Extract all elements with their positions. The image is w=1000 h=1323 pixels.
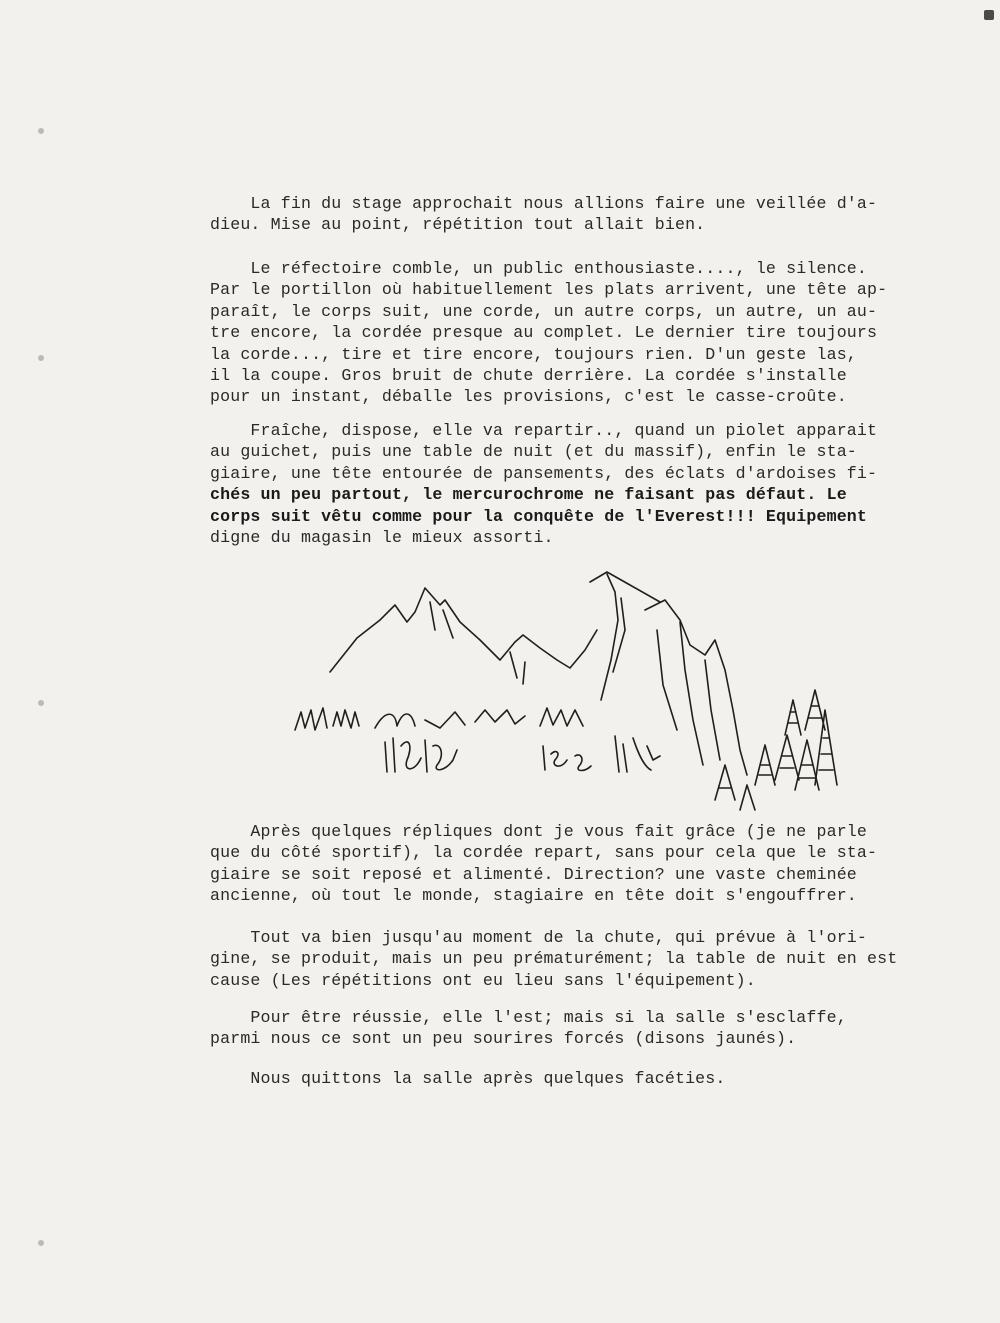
paragraph-leaving-room xyxy=(210,1068,930,1089)
text-line: cause (Les répétitions ont eu lieu sans l'équipement). xyxy=(210,970,756,990)
text-line: Après quelques répliques dont je vous fait grâce (je ne parle xyxy=(210,822,868,841)
text-line: digne du magasin le mieux assorti. xyxy=(210,528,554,548)
text-line: que du côté sportif), la cordée repart, sans pour cela que le sta- xyxy=(210,843,878,863)
text-line: dieu. Mise au point, répétition tout allait bien. xyxy=(210,215,706,235)
mountain-sketch-illustration xyxy=(285,560,855,825)
text-line: Le réfectoire comble, un public enthousiaste...., le silence. xyxy=(210,259,868,278)
text-line: giaire se soit reposé et alimenté. Direction? une vaste cheminée xyxy=(210,864,857,884)
text-line: au guichet, puis une table de nuit (et du massif), enfin le sta- xyxy=(210,442,857,462)
binder-hole xyxy=(38,355,44,361)
text-line: La fin du stage approchait nous allions faire une veillée d'a- xyxy=(210,194,878,213)
text-line: Tout va bien jusqu'au moment de la chute, qui prévue à l'ori- xyxy=(210,928,868,947)
text-line: giaire, une tête entourée de pansements, des éclats d'ardoises fi- xyxy=(210,463,878,483)
text-line: Nous quittons la salle après quelques facéties. xyxy=(210,1069,726,1088)
text-line: ancienne, où tout le monde, stagiaire en tête doit s'engouffrer. xyxy=(210,886,857,906)
text-line: la corde..., tire et tire encore, toujours rien. D'un geste las, xyxy=(210,344,857,364)
text-line: parmi nous ce sont un peu sourires forcés (disons jaunés). xyxy=(210,1029,797,1049)
text-line: paraît, le corps suit, une corde, un autre corps, un autre, un au- xyxy=(210,301,878,321)
paragraph-the-fall xyxy=(210,927,930,991)
mountain-sketch-svg xyxy=(285,560,855,825)
corner-mark xyxy=(984,10,994,20)
binder-hole xyxy=(38,128,44,134)
binder-hole xyxy=(38,700,44,706)
text-line: Pour être réussie, elle l'est; mais si la salle s'esclaffe, xyxy=(210,1008,847,1027)
text-line: tre encore, la cordée presque au complet. Le dernier tire toujours xyxy=(210,323,878,343)
text-line: pour un instant, déballe les provisions, c'est le casse-croûte. xyxy=(210,387,847,407)
paragraph-farewell-evening xyxy=(210,193,930,236)
text-line: chés un peu partout, le mercurochrome ne faisant pas défaut. Le xyxy=(210,485,847,505)
paragraph-rope-team-departs xyxy=(210,821,930,907)
text-line: corps suit vêtu comme pour la conquête de l'Everest!!! Equipement xyxy=(210,506,868,526)
binder-hole xyxy=(38,1240,44,1246)
text-line: Par le portillon où habituellement les plats arrivent, une tête ap- xyxy=(210,280,888,300)
text-line: il la coupe. Gros bruit de chute derrière. La cordée s'installe xyxy=(210,366,847,386)
paragraph-trainee-entrance xyxy=(210,420,930,548)
paragraph-refectory xyxy=(210,258,930,408)
text-line: Fraîche, dispose, elle va repartir.., quand un piolet apparait xyxy=(210,421,878,440)
text-line: gine, se produit, mais un peu prématurément; la table de nuit en est xyxy=(210,949,898,969)
paragraph-audience-reaction xyxy=(210,1007,930,1050)
